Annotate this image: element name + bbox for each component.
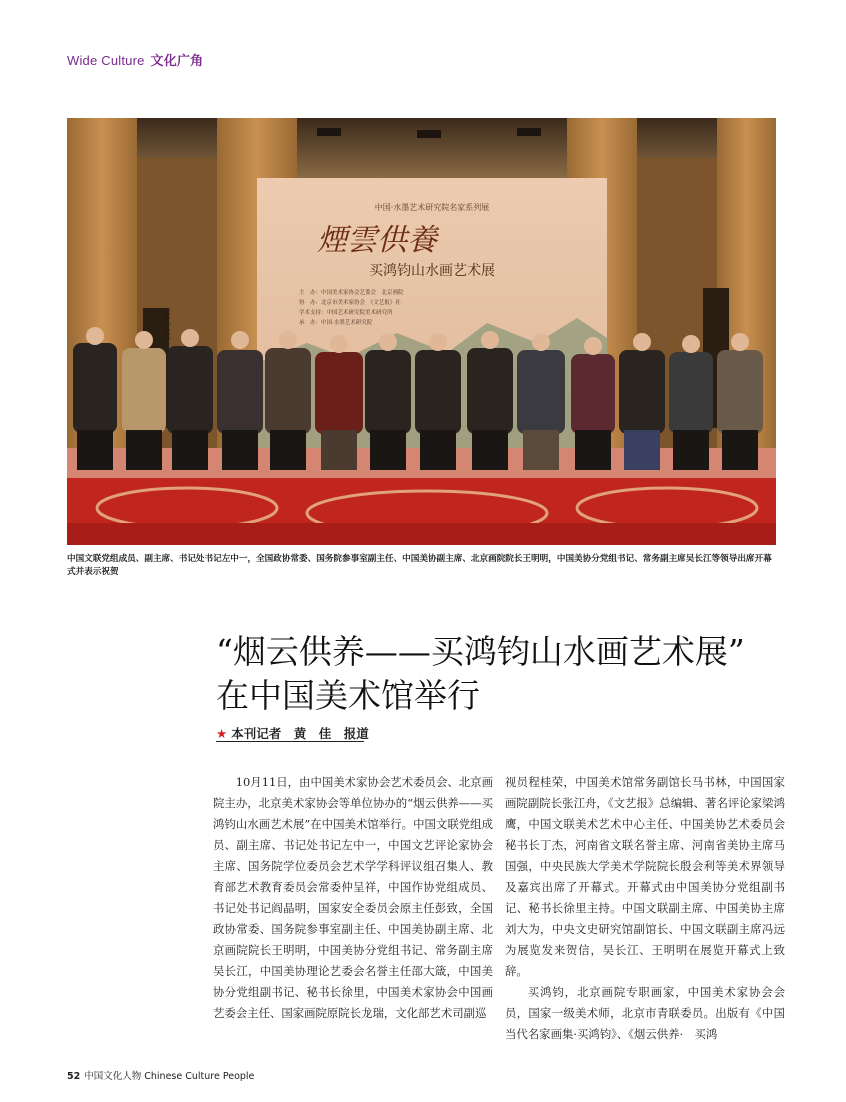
section-tag-cn: 文化广角 xyxy=(150,54,204,69)
byline xyxy=(216,724,369,742)
banner-title-text: 煙雲供養 xyxy=(317,223,437,258)
section-tag-en: Wide Culture xyxy=(67,53,145,68)
page-footer xyxy=(67,1068,254,1082)
banner-subtitle-text: 买鸿钧山水画艺术展 xyxy=(369,263,495,279)
article-column-right xyxy=(505,772,785,1045)
article-paragraph: 10月11日，由中国美术家协会艺术委员会、北京画院主办，北京美术家协会等单位协办的“烟云供养——买鸿钧山水画艺术展”在中国美术馆举行。中国文联党组成员、副主席、书记处书记左中一，中国文艺评论家协会主席、国务院学位委员会艺术学学科评议组召集人、教育部艺术教育委员会常委仲呈祥，中国作协党组成员、书记处书记阎晶明，国家安全委员会原主任彭致，全国政协常委、国务院参事室副主任、中国美协副主席、北京画院院长王明明，中国美协分党组书记、常务副主席吴长江，中国美协理论艺委会名誉主任邵大箴，中国美协分党组副书记、秘书长徐里，中国美术家协会中国画艺委会主任、国家画院原院长龙瑞，文化部艺术司副巡 xyxy=(213,775,493,1020)
section-tag xyxy=(67,50,203,69)
star-icon: ★ xyxy=(216,726,228,741)
banner-info-line: 协 办：北京市美术家协会 《文艺报》社 xyxy=(299,300,401,306)
article-paragraph: 视员程桂荣，中国美术馆常务副馆长马书林，中国国家画院副院长张江舟，《文艺报》总编辑、著名评论家梁鸿鹰，中国文联美术艺术中心主任、中国美协艺术委员会秘书长丁杰，河南省文联名誉主席、河南省美协主席马国强，中央民族大学美术学院院长殷会利等美术界领导及嘉宾出席了开幕式。开幕式由中国美协分党组副书记、秘书长徐里主持。中国文联副主席、中国美协主席刘大为，中央文史研究馆副馆长、中国文联副主席冯远为展览发来贺信，吴长江、王明明在展览开幕式上致辞。 xyxy=(505,775,785,978)
banner-info-line: 承 办：中国·水墨艺术研究院 xyxy=(299,320,373,326)
photo-caption: 中国文联党组成员、副主席、书记处书记左中一，全国政协常委、国务院参事室副主任、中国美协副主席、北京画院院长王明明，中国美协分党组书记、常务副主席吴长江等领导出席开幕式并表示祝贺 xyxy=(67,554,772,577)
banner-info-line: 主 办：中国美术家协会艺委会 北京画院 xyxy=(299,290,404,296)
event-photo-illustration xyxy=(67,118,776,545)
banner-info-line: 学术支持：中国艺术研究院美术研究所 xyxy=(299,310,393,316)
article-title xyxy=(216,630,796,718)
article-title-line1: “烟云供养——买鸿钧山水画艺术展” xyxy=(216,632,745,671)
magazine-name: 中国文化人物 Chinese Culture People xyxy=(84,1071,255,1082)
article-column-left xyxy=(213,772,493,1024)
article-title-line2: 在中国美术馆举行 xyxy=(216,676,480,715)
byline-text: 本刊记者 黄 佳 报道 xyxy=(231,726,369,741)
page-number: 52 xyxy=(67,1071,81,1082)
pillar-text: 紫气东来 xyxy=(162,308,172,340)
byline-underline xyxy=(216,741,364,742)
event-photo xyxy=(67,118,776,545)
article-paragraph: 买鸿钧，北京画院专职画家，中国美术家协会会员，国家一级美术师，北京市青联委员。出版有《中国当代名家画集·买鸿钧》、《烟云供养· 买鸿 xyxy=(505,985,785,1041)
banner-top-text: 中国·水墨艺术研究院名家系列展 xyxy=(374,203,490,212)
